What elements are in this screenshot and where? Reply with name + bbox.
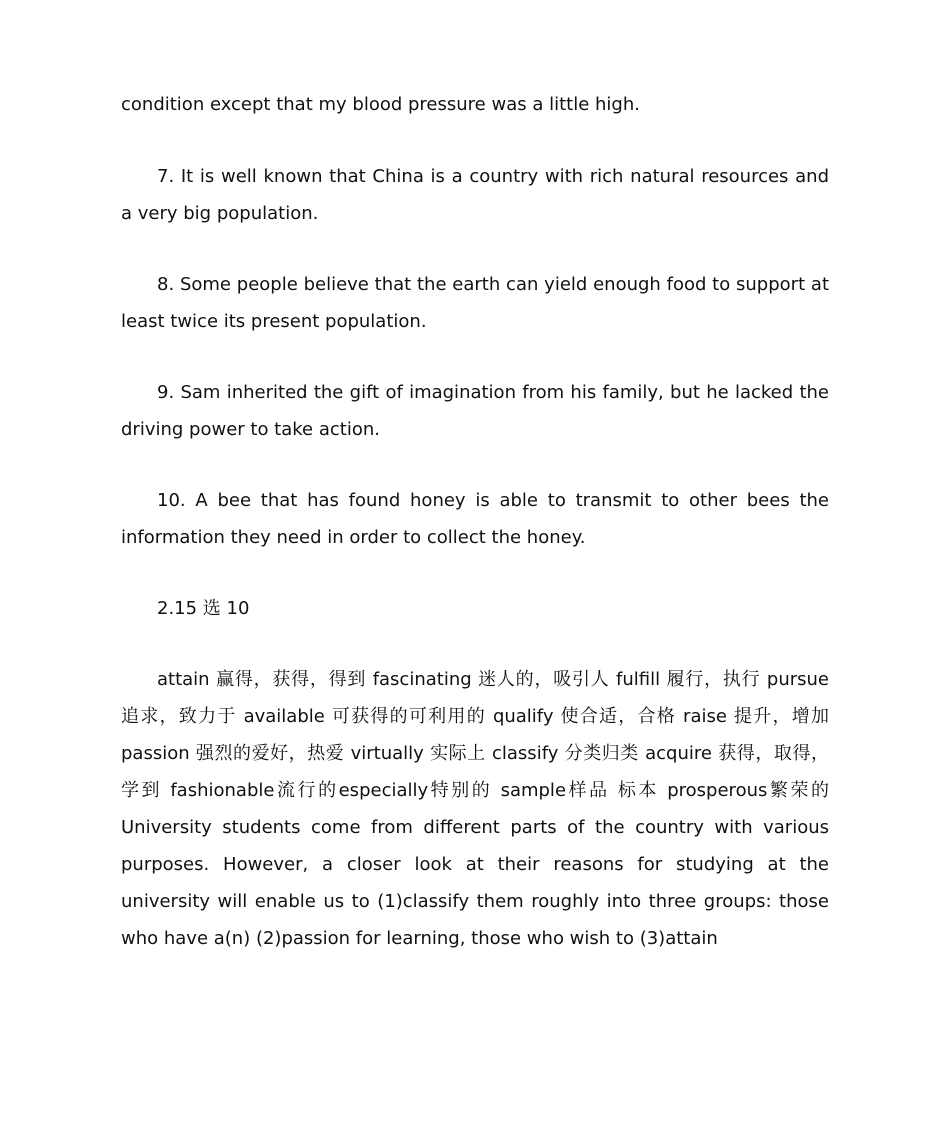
paragraph-item-7: 7. It is well known that China is a country with rich natural resources and a very big population. — [121, 166, 829, 224]
paragraph-continued: condition except that my blood pressure was a little high. — [121, 94, 640, 115]
section-heading: 2.15 选 10 — [157, 598, 250, 619]
paragraph-item-9: 9. Sam inherited the gift of imagination from his family, but he lacked the driving power to take action. — [121, 382, 829, 440]
paragraph-item-8: 8. Some people believe that the earth can yield enough food to support at least twice its present population. — [121, 274, 829, 332]
paragraph-item-10: 10. A bee that has found honey is able to transmit to other bees the information they need in order to collect the honey. — [121, 490, 829, 548]
vocabulary-passage: attain 赢得，获得，得到 fascinating 迷人的，吸引人 fulfill 履行，执行 pursue 追求，致力于 available 可获得的可利用的 qualify 使合适，合格 raise 提升，增加 passion 强烈的爱好，热爱 virtually 实际上 classify 分类归类 acquire 获得，取得，学到 fashionable流行的especially特别的 sample样品 标本 prosperous繁荣的University students come from different parts of the country with various purposes. However, a closer look at their reasons for studying at the university will enable us to (1)classify them roughly into three groups: those who have a(n) (2)passion for learning, those who wish to (3)attain — [121, 669, 829, 949]
